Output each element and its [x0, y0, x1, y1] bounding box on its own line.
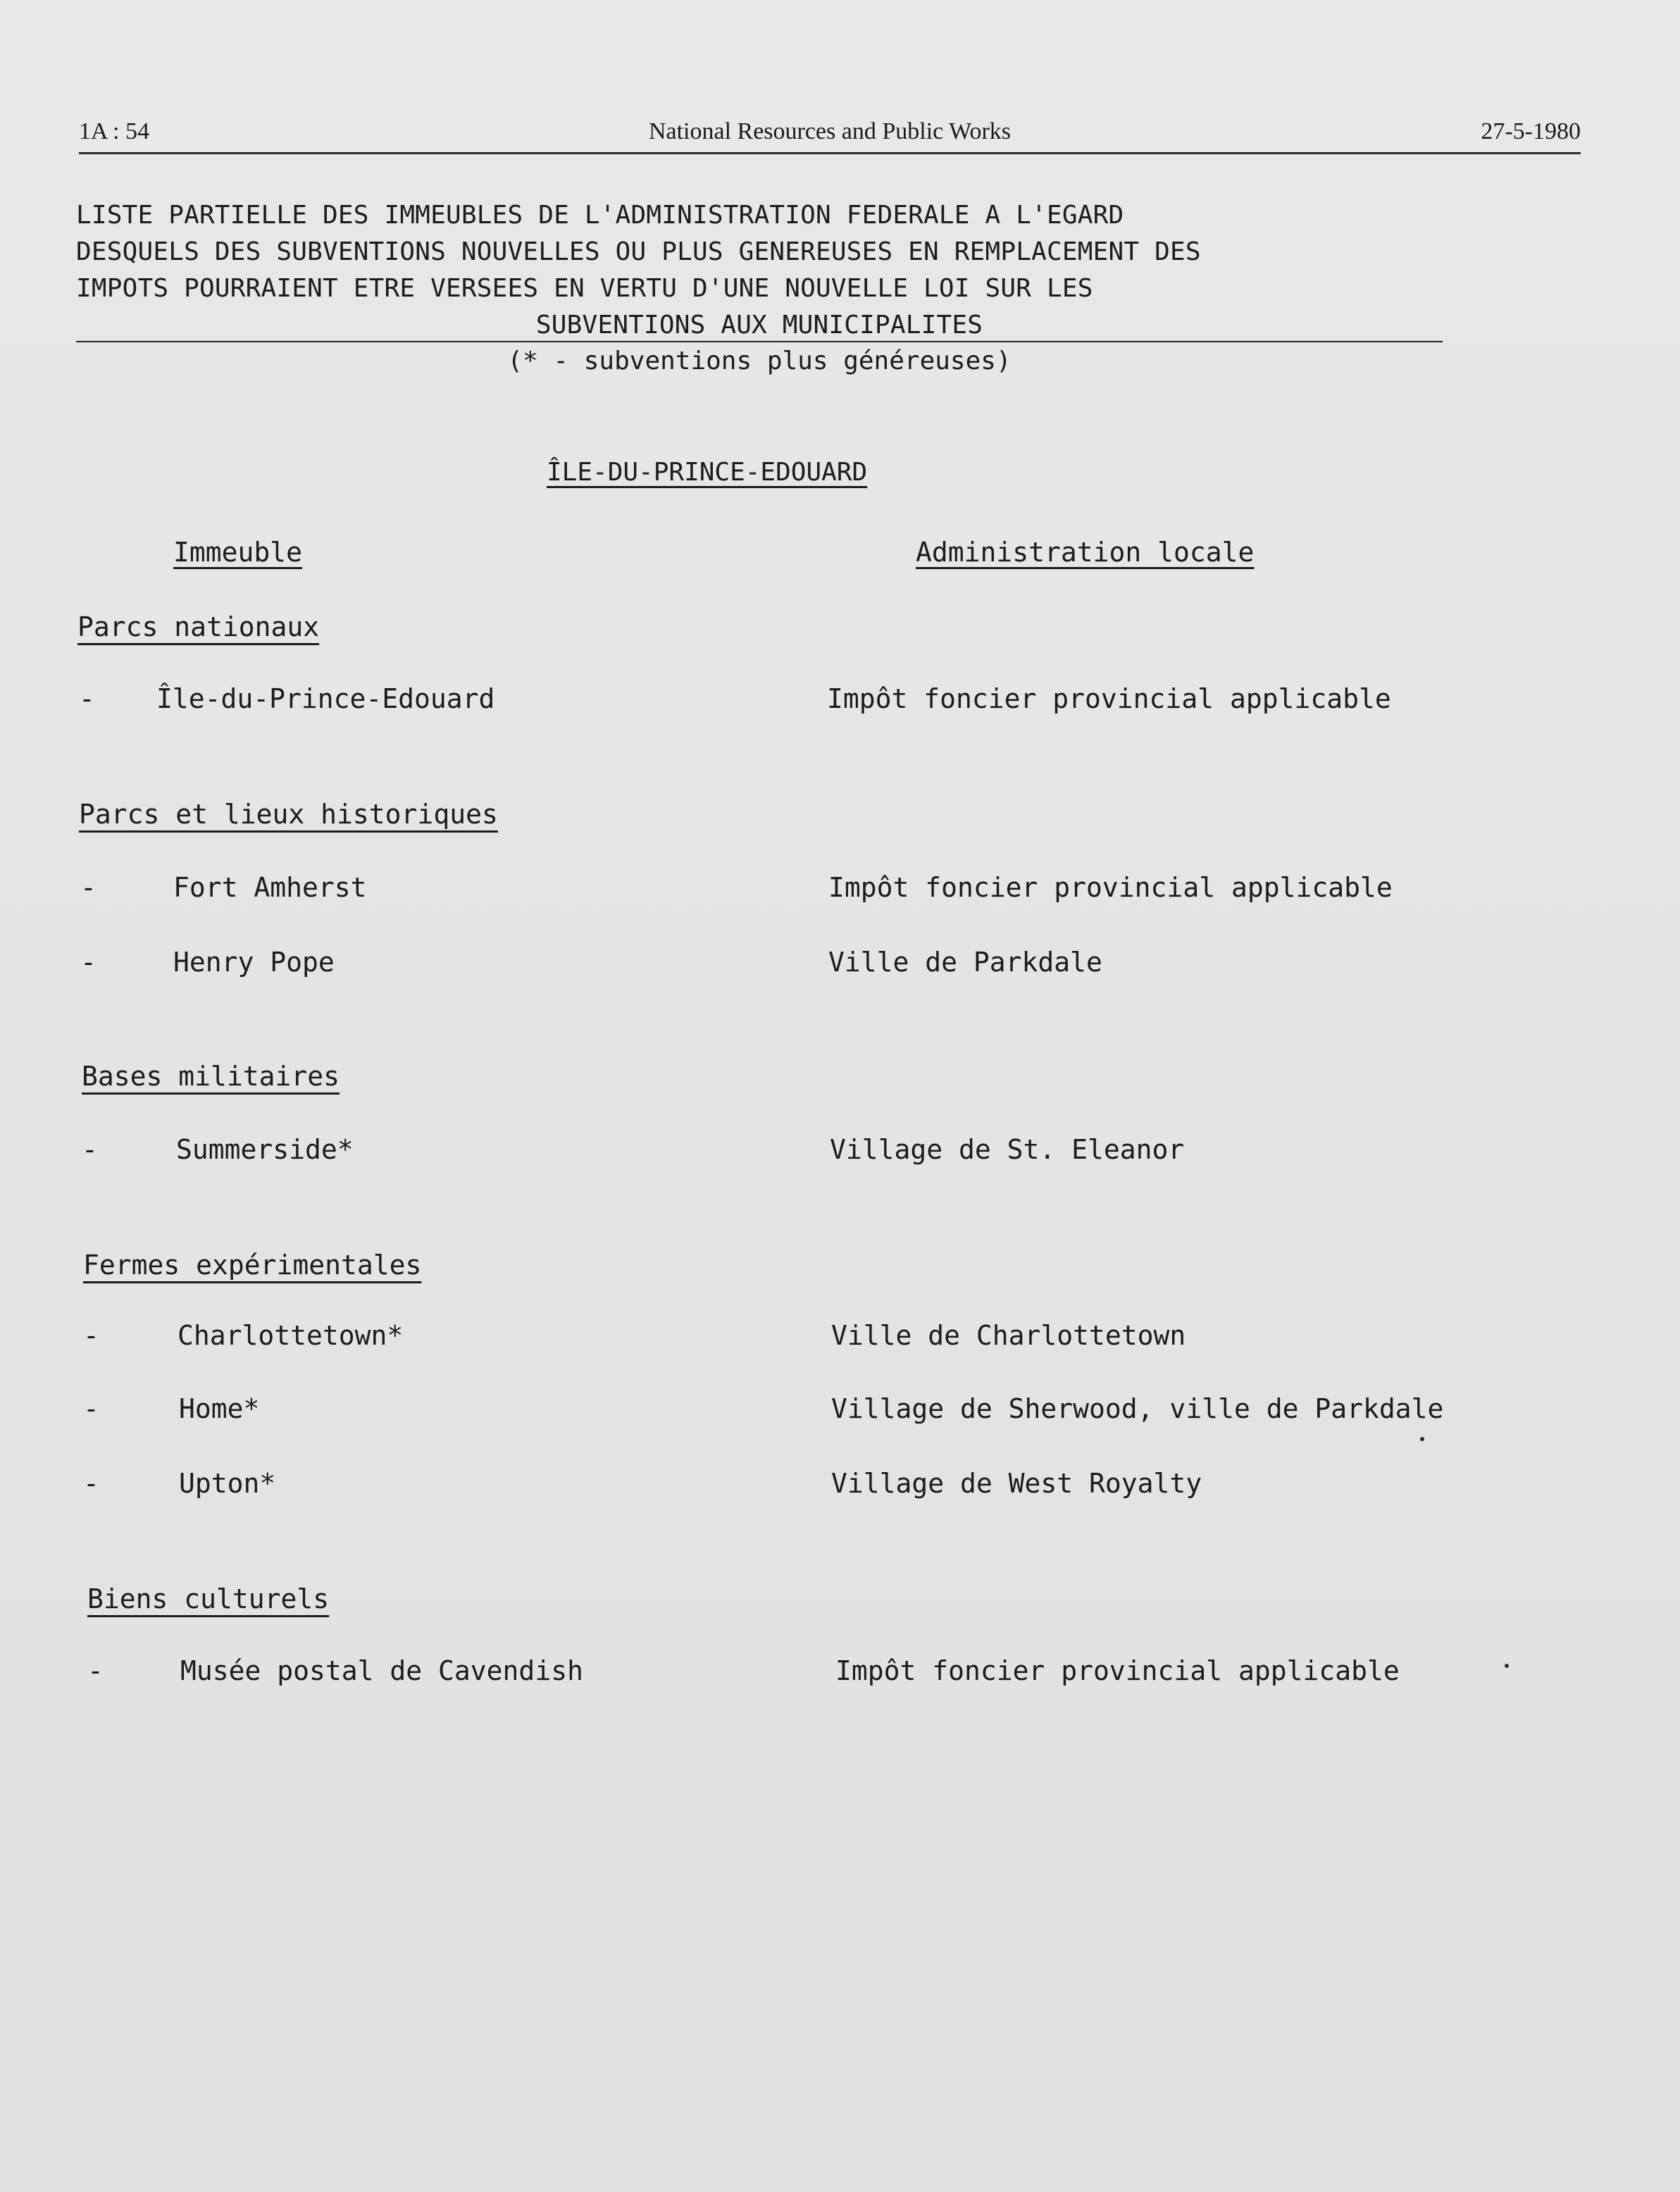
property-name: Fort Amherst [173, 872, 367, 903]
item-dash: - [87, 1655, 104, 1686]
local-admin: Ville de Charlottetown [831, 1320, 1186, 1351]
category-heading: Fermes expérimentales [83, 1250, 422, 1281]
property-name: Henry Pope [173, 947, 335, 978]
title-line: DESQUELS DES SUBVENTIONS NOUVELLES OU PLUS GENEREUSES EN REMPLACEMENT DES [76, 237, 1201, 266]
property-name: Home* [179, 1393, 260, 1424]
title-line: IMPOTS POURRAIENT ETRE VERSEES EN VERTU D'UNE NOUVELLE LOI SUR LES [76, 274, 1093, 303]
category-heading: Biens culturels [87, 1583, 330, 1614]
category-heading: Parcs et lieux historiques [79, 799, 498, 830]
title-note: (* - subventions plus généreuses) [507, 347, 1012, 375]
item-dash: - [79, 683, 95, 714]
title-line: SUBVENTIONS AUX MUNICIPALITES [535, 311, 983, 340]
local-admin: Ville de Parkdale [828, 947, 1102, 978]
title-underline [76, 341, 1443, 342]
category-heading: Parcs nationaux [77, 611, 320, 642]
list-item [0, 1468, 1680, 1510]
list-item [0, 1134, 1680, 1176]
header-date: 27-5-1980 [1481, 118, 1581, 144]
list-item [0, 1393, 1680, 1436]
column-header-property: Immeuble [173, 537, 303, 568]
item-dash: - [83, 1393, 99, 1424]
item-dash: - [83, 1468, 99, 1499]
local-admin: Village de St. Eleanor [830, 1134, 1185, 1165]
page-reference: 1A : 54 [79, 118, 150, 144]
local-admin: Village de Sherwood, ville de Parkdale [831, 1393, 1444, 1424]
property-name: Île-du-Prince-Edouard [156, 683, 495, 714]
list-item [0, 1655, 1680, 1698]
local-admin: Village de West Royalty [831, 1468, 1202, 1499]
list-item [0, 1320, 1680, 1362]
item-dash: - [80, 872, 97, 903]
list-item [0, 683, 1680, 726]
item-dash: - [82, 1134, 98, 1165]
province-heading: ÎLE-DU-PRINCE-EDOUARD [547, 458, 868, 487]
title-line: LISTE PARTIELLE DES IMMEUBLES DE L'ADMINISTRATION FEDERALE A L'EGARD [76, 201, 1124, 230]
local-admin: Impôt foncier provincial applicable [828, 872, 1393, 903]
stray-mark [1420, 1437, 1424, 1441]
property-name: Charlottetown* [178, 1320, 404, 1351]
committee-name: National Resources and Public Works [648, 118, 1012, 144]
list-item [0, 947, 1680, 989]
document-title [76, 197, 1485, 344]
list-item [0, 872, 1680, 914]
stray-mark [1505, 1664, 1509, 1668]
column-header-local-admin: Administration locale [916, 537, 1255, 568]
local-admin: Impôt foncier provincial applicable [827, 683, 1391, 714]
category-heading: Bases militaires [82, 1061, 340, 1092]
property-name: Musée postal de Cavendish [180, 1655, 583, 1686]
page-header [79, 116, 1581, 154]
property-name: Upton* [179, 1468, 276, 1499]
property-name: Summerside* [176, 1134, 354, 1165]
local-admin: Impôt foncier provincial applicable [835, 1655, 1400, 1686]
item-dash: - [80, 947, 97, 978]
item-dash: - [83, 1320, 99, 1351]
